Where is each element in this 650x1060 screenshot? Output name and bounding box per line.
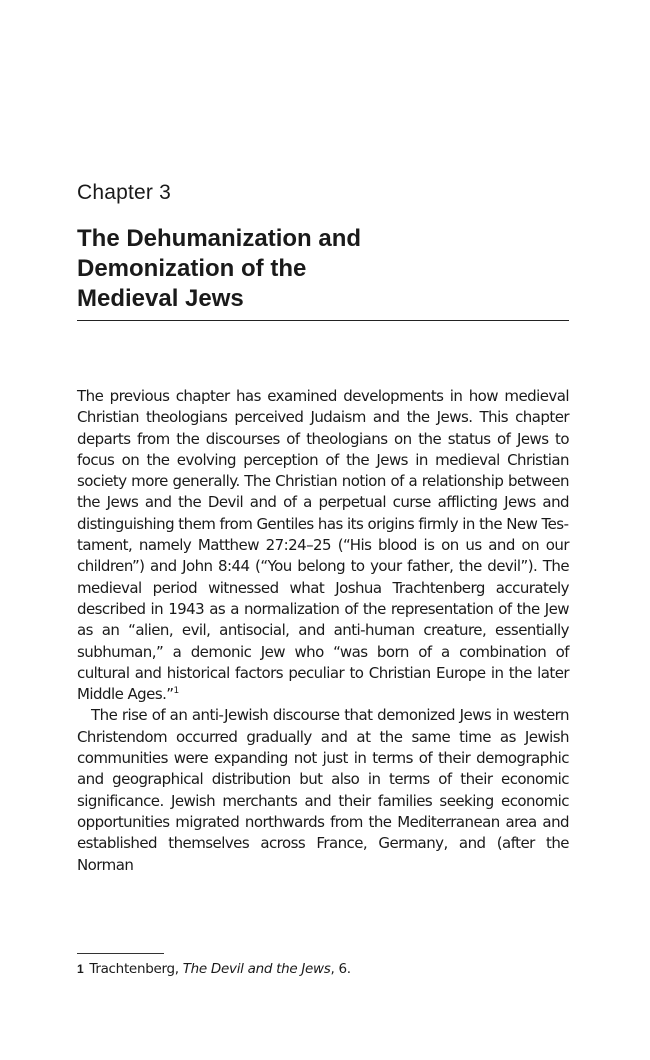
chapter-title-line: The Dehumanization and <box>77 225 362 252</box>
footnote <box>77 961 351 977</box>
chapter-label: Chapter 3 <box>77 181 172 204</box>
body-paragraph <box>77 386 569 705</box>
footnote-reference[interactable]: 1 <box>173 686 179 697</box>
footnote-author: Trachtenberg, <box>89 961 183 977</box>
footnote-number: 1 <box>77 962 84 976</box>
paragraph-text: The previous chapter has examined developments in how medieval Christian theologians perceived Judaism and the Jews. This chapter departs from the discourses of theologians on the status of Jews to focus on the evolving perception of the Jews in medieval Christian society more generally. The Christian notion of a relationship between the Jews and the Devil and of a perpetual curse afflicting Jews and distinguishing them from Gentiles has its origins firmly in the New Testament, namely Matthew 27:24–25 (“His blood is on us and on our children”) and John 8:44 (“You belong to your father, the devil”). The medieval period witnessed what Joshua Trachtenberg accurately described in 1943 as a normalization of the representation of the Jew as an “alien, evil, antisocial, and anti-human creature, essentially subhuman,” a demonic Jew who “was born of a combination of cultural and historical factors peculiar to Christian Europe in the later Middle Ages.” <box>77 387 569 704</box>
chapter-title-line: Medieval Jews <box>77 285 244 312</box>
body-paragraph <box>77 705 569 875</box>
footnote-divider <box>77 953 164 954</box>
title-divider <box>77 320 569 321</box>
paragraph-text: The rise of an anti-Jewish discourse that demonized Jews in western Christendom occurred gradually and at the same time as Jewish communities were expanding not just in terms of their demographic and geographical distribution but also in terms of their economic significance. Jewish merchants and their families seeking economic opportunities migrated northwards from the Mediterranean area and established themselves across France, Germany, and (after the Norman <box>77 706 569 874</box>
chapter-title <box>77 224 361 314</box>
book-page <box>77 0 569 1060</box>
footnote-work-title: The Devil and the Jews <box>182 961 331 977</box>
body-text <box>77 386 569 876</box>
chapter-title-line: Demonization of the <box>77 255 307 282</box>
footnote-page: , 6. <box>330 961 351 977</box>
